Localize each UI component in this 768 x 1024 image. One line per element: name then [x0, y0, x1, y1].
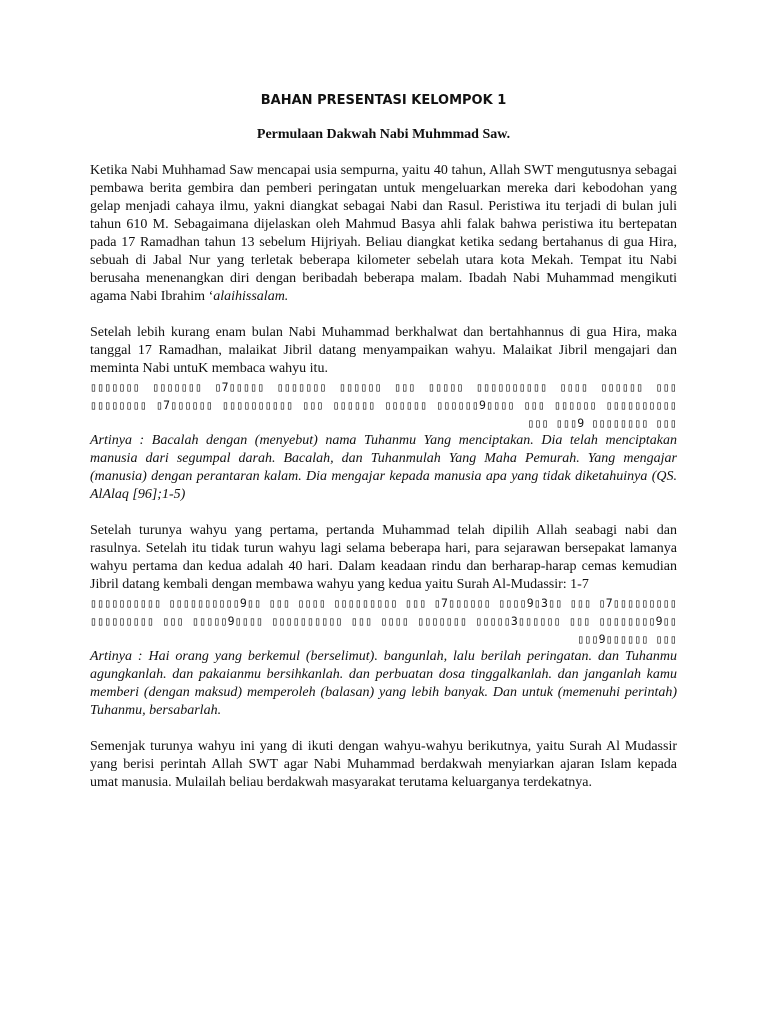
arabic-verse-1: ▯▯▯▯▯▯▯ ▯▯▯▯▯▯▯ ▯7▯▯▯▯▯ ▯▯▯▯▯▯▯ ▯▯▯▯▯▯ ▯▯▯ ▯▯▯▯▯ ▯▯▯▯▯▯▯▯▯▯ ▯▯▯▯ ▯▯▯▯▯▯ ▯▯▯ ▯▯▯▯▯▯▯▯ ▯7▯▯▯▯▯▯ ▯▯▯▯▯▯▯▯▯▯ ▯▯▯ ▯▯▯▯▯▯ ▯▯▯▯▯▯ ▯▯▯▯▯▯9▯▯▯▯ ▯▯▯ ▯▯▯▯▯▯ ▯▯▯▯▯▯▯▯▯▯ ▯▯▯ ▯▯▯9 ▯▯▯▯▯▯▯▯ ▯▯▯	[90, 380, 677, 430]
document-title: BAHAN PRESENTASI KELOMPOK 1	[260, 93, 507, 108]
paragraph-1	[90, 162, 677, 306]
translation-1: Artinya : Bacalah dengan (menyebut) nama Tuhanmu Yang menciptakan. Dia telah menciptakan manusia dari segumpal darah. Bacalah, dan Tuhanmulah Yang Maha Pemurah. Yang mengajar (manusia) dengan perantaran kalam. Dia mengajar kepada manusia apa yang tidak diketahuinya (QS. AlAlaq [96];1-5)	[90, 433, 677, 502]
translation-2: Artinya : Hai orang yang berkemul (berselimut). bangunlah, lalu berilah peringatan. dan Tuhanmu agungkanlah. dan pakaianmu bersihkanlah. dan perbuatan dosa tinggalkanlah. dan janganlah kamu memberi (dengan maksud) memperoleh (balasan) yang lebih banyak. Dan untuk (memenuhi perintah) Tuhanmu, bersabarlah.	[90, 649, 677, 718]
arabic-verse-2: ▯▯▯▯▯▯▯▯▯▯ ▯▯▯▯▯▯▯▯▯▯9▯▯ ▯▯▯ ▯▯▯▯ ▯▯▯▯▯▯▯▯▯ ▯▯▯ ▯7▯▯▯▯▯▯ ▯▯▯▯9▯3▯▯ ▯▯▯ ▯7▯▯▯▯▯▯▯▯▯ ▯▯▯▯▯▯▯▯▯ ▯▯▯ ▯▯▯▯▯9▯▯▯▯ ▯▯▯▯▯▯▯▯▯▯ ▯▯▯ ▯▯▯▯ ▯▯▯▯▯▯▯ ▯▯▯▯▯3▯▯▯▯▯▯ ▯▯▯ ▯▯▯▯▯▯▯▯9▯▯ ▯▯▯9▯▯▯▯▯▯ ▯▯▯	[90, 596, 677, 646]
paragraph-1-text: Ketika Nabi Muhhamad Saw mencapai usia sempurna, yaitu 40 tahun, Allah SWT mengutusnya sebagai pembawa berita gembira dan pemberi peringatan untuk mengeluarkan mereka dari kebodohan yang gelap menjadi cahaya ilmu, yakni diangkat sebagai Nabi dan Rasul. Peristiwa itu terjadi di bulan juli tahun 610 M. Sebagaimana dijelaskan oleh Mahmud Basya ahli falak bahwa peristiwa itu bertepatan pada 17 Ramadhan tahun 13 sebelum Hijriyah. Beliau diangkat ketika sedang bertahanus di gua Hira, sebuah di Jabal Nur yang terletak beberapa kilometer sebelah utara kota Mekah. Tempat itu Nabi berusaha menenangkan diri dengan beribadah beberapa malam. Ibadah Nabi Muhammad mengikuti agama Nabi Ibrahim ‘	[90, 163, 677, 304]
paragraph-2: Setelah lebih kurang enam bulan Nabi Muhammad berkhalwat dan bertahhannus di gua Hira, maka tanggal 17 Ramadhan, malaikat Jibril datang menyampaikan wahyu. Malaikat Jibril mengajari dan meminta Nabi untuK membaca wahyu itu.	[90, 325, 677, 376]
paragraph-1-italic: alaihissalam.	[213, 289, 289, 304]
document-subtitle: Permulaan Dakwah Nabi Muhmmad Saw.	[256, 127, 511, 142]
paragraph-4: Semenjak turunya wahyu ini yang di ikuti dengan wahyu-wahyu berikutnya, yaitu Surah Al Mudassir yang berisi perintah Allah SWT agar Nabi Muhammad berdakwah menyiarkan ajaran Islam kepada umat manusia. Mulailah beliau berdakwah masyarakat terutama keluarganya terdekatnya.	[90, 739, 677, 790]
paragraph-3: Setelah turunya wahyu yang pertama, pertanda Muhammad telah dipilih Allah seabagi nabi dan rasulnya. Setelah itu tidak turun wahyu lagi selama beberapa hari, para sejarawan bersepakat lamanya wahyu pertama dan kedua adalah 40 hari. Dalam keadaan rindu dan berharap-harap cemas kemudian Jibril datang kembali dengan membawa wahyu yang kedua yaitu Surah Al-Mudassir: 1-7	[90, 523, 677, 592]
document-page	[90, 92, 677, 792]
